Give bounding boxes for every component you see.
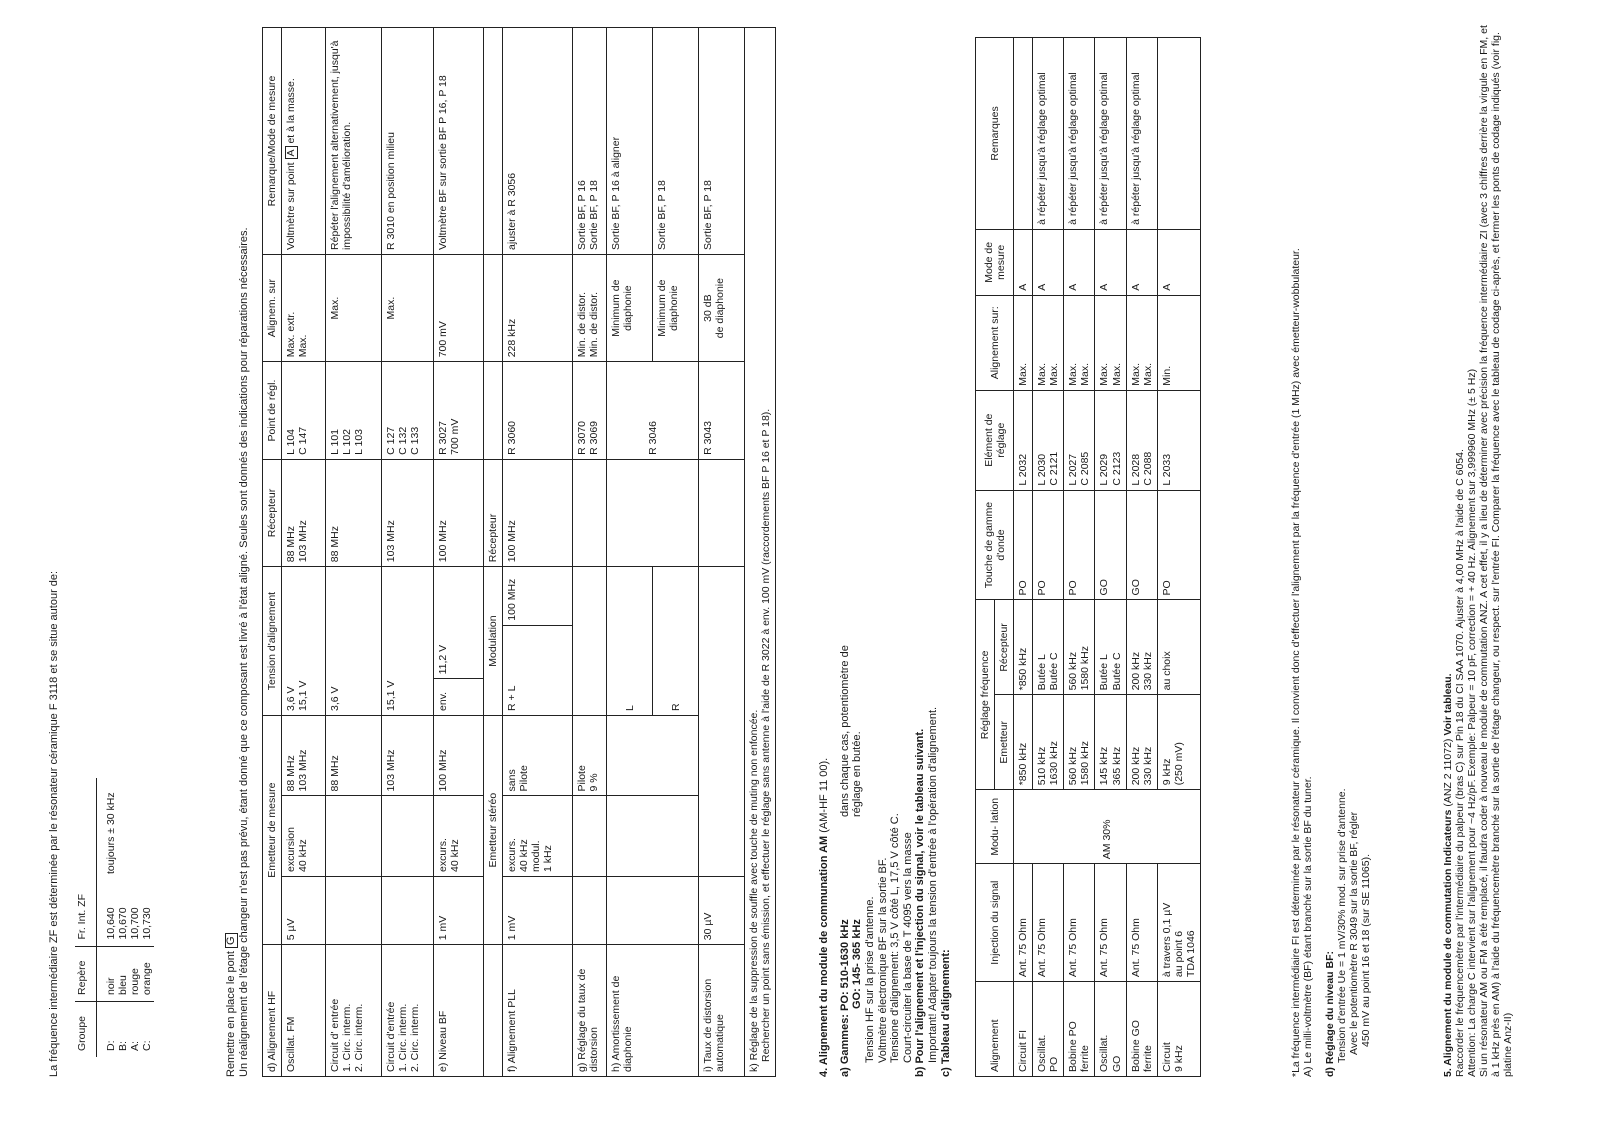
am-r1-rem: à répéter jusqu'à réglage optimal bbox=[1033, 38, 1064, 230]
am-r5-rem bbox=[1157, 38, 1200, 230]
am-h-element: Elément de réglage bbox=[976, 390, 1014, 490]
fm-r6-pilot: Pilote 9 % bbox=[573, 715, 607, 796]
fm-r1-remarque bbox=[282, 28, 326, 255]
am-a-note: dans chaque cas, potentiomètre de réglage en butée. bbox=[838, 645, 864, 817]
am-r2-rec: 560 kHz 1580 kHz bbox=[1064, 600, 1095, 695]
notice-line1: Remettre en place le pont bbox=[225, 951, 237, 1077]
notice-line2: Un réalignement de l'étage changeur n'est pas prévu, étant donné que ce composant est livré à l'état aligné. Seules sont donnés des indications pour réparations nécessaires. bbox=[238, 227, 250, 1077]
fm-r6-align: Min. de distor. Min. de distor. bbox=[573, 254, 607, 361]
fm-r2-freq: 88 MHz bbox=[326, 715, 382, 796]
am-r0-rec: *850 kHz bbox=[1014, 600, 1033, 695]
fm-r9-remarque: Sortie BF, P 18 bbox=[699, 28, 745, 255]
fm-r2-point: L 101 L 102 L 103 bbox=[326, 362, 382, 460]
fm-r6-point: R 3070 R 3069 bbox=[573, 362, 607, 460]
am-foot2: A) Le milli-voltmètre (BF) étant branché sur la sortie BF du tuner. bbox=[1302, 776, 1315, 1077]
fm-note-k2: Rechercher un point sans émission, et effectuer le réglage sans antenne à l'aide de R 3022 à env. 100 mV (raccordements BF P 16 et P 18). bbox=[760, 408, 773, 1062]
zf-reperes: noir bleu rouge orange bbox=[97, 946, 155, 1001]
am-r2-align: Bobine PO ferrite bbox=[1064, 982, 1095, 1077]
am-r2-mode: A bbox=[1064, 229, 1095, 295]
am-h-alignement: Alignement bbox=[976, 982, 1014, 1077]
fm-r6-name: g) Réglage du taux de distorsion bbox=[573, 945, 607, 1077]
fm-r4-name: e) Niveau BF bbox=[434, 945, 484, 1077]
am-r0-em: *850 kHz bbox=[1014, 695, 1033, 790]
am-r3-touche: GO bbox=[1095, 490, 1126, 600]
fm-r6-remarque: Sortie BF, P 16 Sortie BF, P 18 bbox=[573, 28, 607, 255]
am-r2-inj: Ant. 75 Ohm bbox=[1064, 864, 1095, 982]
am-r4-elem: L 2028 C 2088 bbox=[1126, 390, 1157, 490]
fm-r1-name: Oscillat. FM bbox=[282, 945, 326, 1077]
fm-r2-tension: 3,6 V bbox=[326, 567, 382, 716]
fm-h-tension: Tension d'alignement bbox=[263, 567, 282, 716]
fm-r7-point: R 3046 bbox=[607, 362, 699, 460]
fm-r5-modfreq: 100 MHz bbox=[503, 567, 573, 626]
am-h-touche: Touche de gamme d'onde bbox=[976, 490, 1014, 600]
am-title: 4. Alignement du module de communation AM bbox=[818, 835, 830, 1077]
fm-h-recepteur: Récepteur bbox=[263, 459, 282, 566]
zf-tolerance: toujours ± 30 kHz bbox=[105, 792, 118, 874]
fm-r5-pilot: sans Pilote bbox=[503, 715, 573, 796]
fm-r1-point: L 104 C 147 bbox=[282, 362, 326, 460]
fm-r5-excursion: excurs. 40 kHz modul. 1 kHz bbox=[503, 796, 573, 877]
am-modulation-span: AM 30% bbox=[1014, 790, 1201, 864]
am-r2-rem: à répéter jusqu'à réglage optimal bbox=[1064, 38, 1095, 230]
am-h-alignement-sur: Alignement sur: bbox=[976, 295, 1014, 390]
am-h-mode: Mode de mesure bbox=[976, 229, 1014, 295]
fm-r4-excursion: excurs. 40 kHz bbox=[434, 796, 484, 877]
am-r3-rem: à répéter jusqu'à réglage optimal bbox=[1095, 38, 1126, 230]
am-r3-alsur: Max. Max. bbox=[1095, 295, 1126, 390]
fm-r7-align: Minimum de diaphonie bbox=[607, 254, 653, 361]
am-r2-em: 560 kHz 1580 kHz bbox=[1064, 695, 1095, 790]
am-r4-inj: Ant. 75 Ohm bbox=[1126, 864, 1157, 982]
table-row bbox=[1126, 38, 1157, 1077]
am-a-line5: Tensione d'alignement: 3,5 V côté L, 17,5 V côté C. bbox=[889, 813, 902, 1063]
am-r4-touche: GO bbox=[1126, 490, 1157, 600]
am-r5-rec: au choix bbox=[1157, 600, 1200, 695]
am-r5-mode: A bbox=[1157, 229, 1200, 295]
table-row bbox=[1157, 38, 1200, 1077]
am-r2-alsur: Max. Max. bbox=[1064, 295, 1095, 390]
am-r3-mode: A bbox=[1095, 229, 1126, 295]
table-row bbox=[1014, 38, 1033, 1077]
fm-r1-rem-box: A bbox=[285, 146, 298, 159]
fm-r8-mod: R bbox=[653, 567, 699, 716]
am-r0-rem bbox=[1014, 38, 1033, 230]
notice-box: G bbox=[225, 933, 238, 948]
am-r1-elem: L 2030 C 2121 bbox=[1033, 390, 1064, 490]
fm-r3-tension: 15,1 V bbox=[382, 567, 434, 716]
fm-r3-align: Max. bbox=[382, 254, 434, 361]
am-r0-align: Circuit FI bbox=[1014, 982, 1033, 1077]
fm-r1-level: 5 µV bbox=[282, 876, 326, 944]
zf-header-freq: Fr. Int. ZF bbox=[75, 880, 97, 946]
fm-r4-remarque: Voltmètre BF sur sortie BF P 16, P 18 bbox=[434, 28, 484, 255]
am-r1-touche: PO bbox=[1033, 490, 1064, 600]
am-r3-align: Oscillat. GO bbox=[1095, 982, 1126, 1077]
fm-r7-mod: L bbox=[607, 567, 653, 716]
s5-line1: Raccorder le fréquencemètre par l'intermédiaire du palpeur (bras C) sur Pin 18 du CI SAA 1070. Ajuster à 4,00 MHz à l'aide de C 6054. bbox=[1454, 449, 1467, 1077]
am-h-recepteur: Récepteur bbox=[995, 600, 1014, 695]
am-r1-alsur: Max. Max. bbox=[1033, 295, 1064, 390]
am-a-line4: Voltmètre électronique BF sur la sortie BF. bbox=[876, 857, 889, 1063]
fm-r5-recepteur: 100 MHz bbox=[503, 459, 573, 566]
fm-r1-rem-a: Voltmètre sur point bbox=[285, 162, 298, 250]
intro-text: La fréquence intermédiaire ZF est déterminée par le résonateur céramique F 3118 et se situe autour de: bbox=[48, 570, 60, 1077]
fm-note-k1: k) Réglage de la suppression de souffle avec touche de muting non enfoncée. bbox=[748, 709, 761, 1072]
fm-r9-name: i) Taux de distorsion automatique bbox=[699, 945, 745, 1077]
am-r3-em: 145 kHz 365 kHz bbox=[1095, 695, 1126, 790]
am-r0-alsur: Max. bbox=[1014, 295, 1033, 390]
am-a-label: a) Gammes: bbox=[838, 1014, 851, 1077]
fm-r4-env: env. bbox=[434, 679, 484, 716]
fm-r2-align: Max. bbox=[326, 254, 382, 361]
am-r3-elem: L 2029 C 2123 bbox=[1095, 390, 1126, 490]
fm-h-title: d) Alignement HF bbox=[263, 945, 282, 1077]
am-r1-align: Oscillat. PO bbox=[1033, 982, 1064, 1077]
table-row bbox=[1064, 38, 1095, 1077]
section-5 bbox=[1442, 22, 1514, 1077]
fm-r3-name: Circuit d'entrée 1. Circ. interm. 2. Circ. interm. bbox=[382, 945, 434, 1077]
zf-header-repere: Repère bbox=[75, 946, 97, 1001]
am-h-modulation: Modu- lation bbox=[976, 790, 1014, 864]
fm-r4-tension: 11,2 V bbox=[434, 567, 484, 679]
fm-r7-remarque: Sortie BF, P 16 à aligner bbox=[607, 28, 653, 255]
am-b-line2: Important! Adapter toujours la tension d'entrée à l'opération d'alignement. bbox=[927, 706, 940, 1063]
am-r4-align: Bobine GO ferrite bbox=[1126, 982, 1157, 1077]
am-d-line2: Tension d'entrée Ue = 1 mV/30% mod. sur prise d'antenne. bbox=[1336, 788, 1349, 1063]
zf-groups: D: B: A: C: bbox=[97, 1001, 155, 1057]
am-r2-elem: L 2027 C 2085 bbox=[1064, 390, 1095, 490]
fm-r4-freq: 100 MHz bbox=[434, 715, 484, 796]
fm-note-k bbox=[745, 28, 776, 1077]
fm-r5-level: 1 mV bbox=[503, 876, 573, 944]
am-footnotes bbox=[1290, 32, 1372, 1077]
am-r0-inj: Ant. 75 Ohm bbox=[1014, 864, 1033, 982]
am-r0-mode: A bbox=[1014, 229, 1033, 295]
am-r5-alsur: Min. bbox=[1157, 295, 1200, 390]
fm-r1-freq: 88 MHz 103 MHz bbox=[282, 715, 326, 796]
fm-r4-align: 700 mV bbox=[434, 254, 484, 361]
fm-h-align: Alignem. sur bbox=[263, 254, 282, 361]
fm-r1-rem-b: et à la masse. bbox=[285, 78, 298, 144]
am-r1-rec: Butée L Butée C bbox=[1033, 600, 1064, 695]
table-row bbox=[1033, 38, 1064, 1077]
fm-r1-excursion: excursion 40 kHz bbox=[282, 796, 326, 877]
notice bbox=[225, 37, 251, 1077]
zf-freqs: 10,640 10,670 10,700 10,730 bbox=[105, 907, 154, 940]
fm-r5-align: 228 kHz bbox=[503, 254, 573, 361]
fm-sub-modulation: Modulation bbox=[484, 567, 503, 716]
s5-line3: Si un résonateur AM ou FM a été remplacé, il faudra coder à nouveau le module de commutation ANZ. A cet effet, il y a lieu de déterminer avec précision la fréquence intermédiaire ZI (avec 3 chiffres derrière la virgule en FM, et à 1 kHz près en AM) à l'aide du fréquencemètre branché sur la sortie de l'étage changeur, ou respect. sur l'entrée FI. Comparer la fréquence avec le tableau de codage ci-après, et fermer les ponts de codage indiqués (voir fig. platine Anz-II) bbox=[1478, 25, 1515, 1077]
fm-r1-recepteur: 88 MHz 103 MHz bbox=[282, 459, 326, 566]
s5-title: 5. Alignement du module de commutation Indicateurs bbox=[1442, 809, 1454, 1077]
am-alignment-table bbox=[975, 37, 1201, 1077]
fm-r9-align: 30 dB de diaphonie bbox=[699, 254, 745, 361]
am-b-line1: b) Pour l'alignement et l'injection du signal, voir le tableau suivant. bbox=[914, 728, 927, 1077]
am-c-title: c) Tableau d'alignement: bbox=[939, 949, 952, 1077]
fm-r3-recepteur: 103 MHz bbox=[382, 459, 434, 566]
s5-title-ref: (ANZ 2 11072) bbox=[1442, 738, 1454, 807]
am-r1-em: 510 kHz 1630 kHz bbox=[1033, 695, 1064, 790]
fm-r5-remarque: ajuster à R 3056 bbox=[503, 28, 573, 255]
am-h-reglage: Réglage fréquence bbox=[976, 600, 995, 790]
am-r4-mode: A bbox=[1126, 229, 1157, 295]
am-r3-rec: Butée L Butée C bbox=[1095, 600, 1126, 695]
am-r1-inj: Ant. 75 Ohm bbox=[1033, 864, 1064, 982]
am-h-emetteur: Emetteur bbox=[995, 695, 1014, 790]
am-section bbox=[818, 37, 952, 1077]
am-a-line3: Tension HF sur la prise d'antenne. bbox=[863, 896, 876, 1063]
s5-title-end: Voir tableau. bbox=[1442, 673, 1454, 736]
fm-r3-remarque: R 3010 en position milieu bbox=[382, 28, 434, 255]
fm-r5-point: R 3060 bbox=[503, 362, 573, 460]
fm-r8-remarque: Sortie BF, P 18 bbox=[653, 28, 699, 255]
am-a-line6: Court-circuiter la base de T 4095 vers la masse bbox=[901, 832, 914, 1063]
fm-r9-level: 30 µV bbox=[699, 876, 745, 944]
am-r5-touche: PO bbox=[1157, 490, 1200, 600]
fm-r2-remarque: Répéter l'alignement alternativement, jusqu'à impossibilité d'amélioration. bbox=[326, 28, 382, 255]
fm-r7-name: h) Amortissement de diaphonie bbox=[607, 945, 699, 1077]
am-r5-em: 9 kHz (250 mV) bbox=[1157, 695, 1200, 790]
fm-r5-mod: R + L bbox=[503, 625, 573, 715]
fm-r1-align: Max. extr. Max. bbox=[282, 254, 326, 361]
am-r1-mode: A bbox=[1033, 229, 1064, 295]
am-a-po: PO: 510-1630 kHz bbox=[838, 919, 851, 1011]
fm-r1-tension: 3,6 V 15,1 V bbox=[282, 567, 326, 716]
am-r4-rem: à répéter jusqu'à réglage optimal bbox=[1126, 38, 1157, 230]
fm-r2-name: Circuit d' entrée 1. Circ. interm. 2. Circ. interm. bbox=[326, 945, 382, 1077]
am-d-title: d) Réglage du niveau BF: bbox=[1324, 950, 1337, 1077]
table-row bbox=[1095, 38, 1126, 1077]
fm-h-emetteur: Emetteur de mesure bbox=[263, 715, 282, 944]
fm-r4-level: 1 mV bbox=[434, 876, 484, 944]
fm-r9-point: R 3043 bbox=[699, 362, 745, 460]
am-d-line3: Avec le potentiomètre R 3049 sur la sortie BF, régler bbox=[1348, 811, 1361, 1055]
fm-sub-recepteur: Récepteur bbox=[484, 459, 503, 566]
am-r4-em: 200 kHz 330 kHz bbox=[1126, 695, 1157, 790]
fm-alignment-table bbox=[262, 27, 776, 1077]
am-r4-rec: 200 kHz 330 kHz bbox=[1126, 600, 1157, 695]
am-r5-elem: L 2033 bbox=[1157, 390, 1200, 490]
fm-r4-recepteur: 100 MHz bbox=[434, 459, 484, 566]
zf-table bbox=[75, 778, 154, 1057]
fm-r3-point: C 127 C 132 C 133 bbox=[382, 362, 434, 460]
am-r5-inj: à travers 0,1 µV au point 6 TDA 1046 bbox=[1157, 864, 1200, 982]
am-r0-touche: PO bbox=[1014, 490, 1033, 600]
am-h-injection: Injection du signal bbox=[976, 864, 1014, 982]
fm-h-point: Point de régl. bbox=[263, 362, 282, 460]
am-r2-touche: PO bbox=[1064, 490, 1095, 600]
am-title-ref: (AM-HF 11 00). bbox=[818, 757, 830, 833]
zf-header-groupe: Groupe bbox=[75, 1001, 97, 1057]
am-foot1: *La fréquence intermédiaire FI est déterminée par le résonateur céramique. Il convient donc d'effectuer l'alignement par la fréquence d'entrée (1 MHz) avec émetteur-wobbulateur. bbox=[1290, 248, 1302, 1077]
fm-h-remarque: Remarque/Mode de mesure bbox=[263, 28, 282, 255]
fm-r4-point: R 3027 700 mV bbox=[434, 362, 484, 460]
fm-r2-recepteur: 88 MHz bbox=[326, 459, 382, 566]
am-r4-alsur: Max. Max. bbox=[1126, 295, 1157, 390]
am-d-line4: 450 mV au point 16 et 18 (sur SE 11065). bbox=[1360, 853, 1373, 1047]
am-r5-align: Circuit 9 kHz bbox=[1157, 982, 1200, 1077]
fm-r5-name: f) Alignement PLL bbox=[503, 945, 573, 1077]
fm-r3-freq: 103 MHz bbox=[382, 715, 434, 796]
am-r0-elem: L 2032 bbox=[1014, 390, 1033, 490]
am-h-remarques: Remarques bbox=[976, 38, 1014, 230]
fm-r8-align: Minimum de diaphonie bbox=[653, 254, 699, 361]
am-r3-inj: Ant. 75 Ohm bbox=[1095, 864, 1126, 982]
s5-line2: Attention: La charge C intervient sur l'alignement pour ~4 Hz/pF. Exemple: Palpeur = 10 pF, correction = + 40 Hz. Alignement sur 3,999960 MHz (± 5 Hz) bbox=[1466, 368, 1479, 1077]
fm-sub-emetteur: Emetteur stéréo bbox=[484, 715, 503, 944]
am-a-go: GO: 145- 365 kHz bbox=[851, 919, 864, 1009]
